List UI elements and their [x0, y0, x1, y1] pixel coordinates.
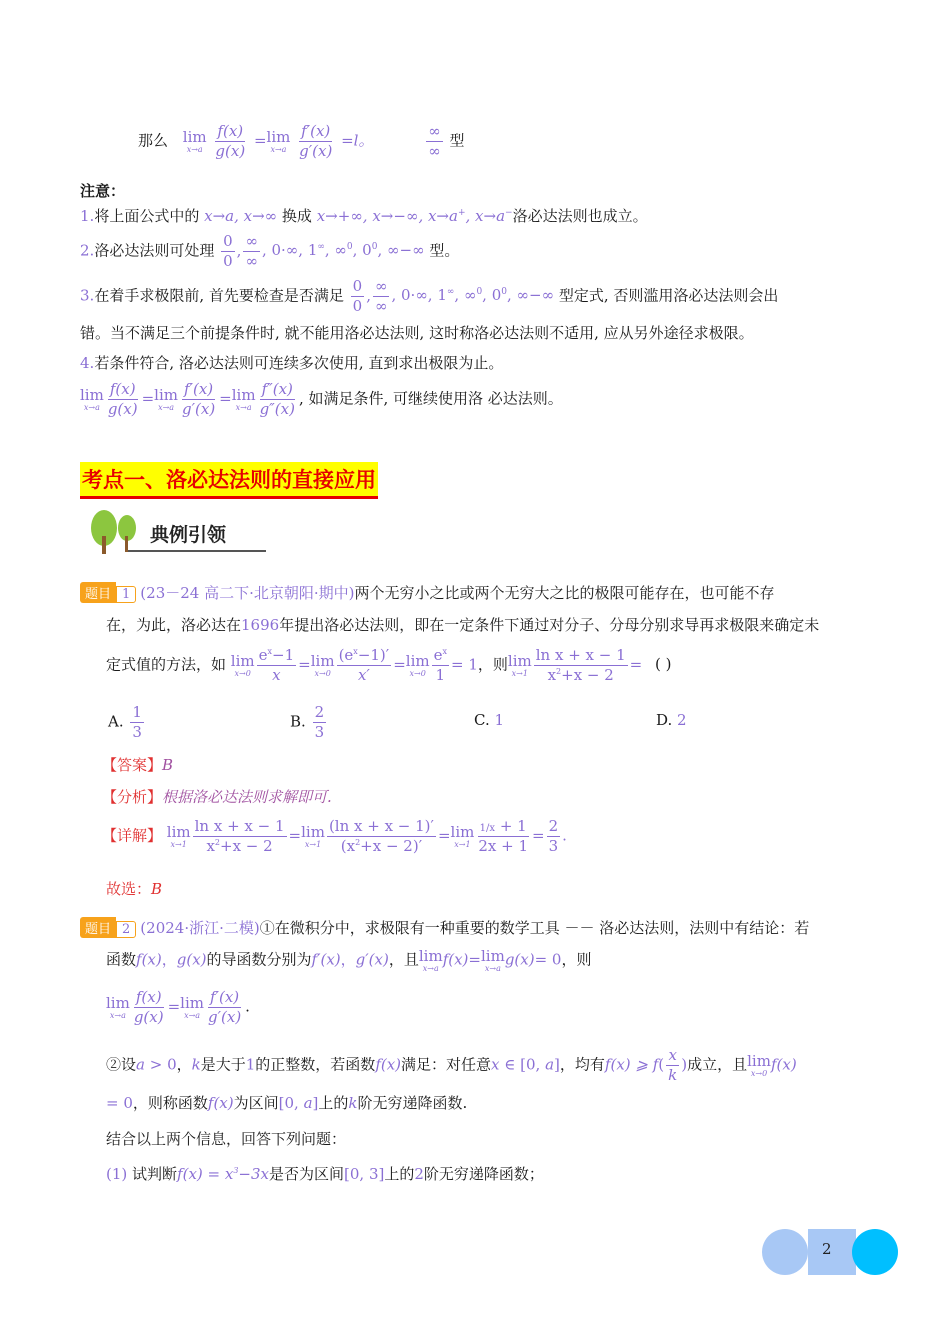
page-badge-right — [852, 1229, 898, 1275]
note-4: 4.若条件符合, 洛必达法则可连续多次使用, 直到求出极限为止。 — [80, 354, 504, 372]
q2-source: (2024·浙江·二模) — [140, 919, 260, 937]
option-a[interactable]: A. $\frac{1}{3}$ — [108, 703, 142, 741]
note-4-formula: lim x→a $\frac{f(x)}{g(x)}$ = lim x→a $\frac{f'(x)}{g'(x)}$ = lim x→a $\frac{f''(x)}{g''(x)}$ , 如满足条件, 可继续使用洛 必达法则。 — [80, 380, 563, 418]
note-2: 2.洛必达法则可处理 $\frac{0}{0}$ , $\frac{\infty}{\infty}$ , 0·∞, 1∞, ∞$^0$, $0^0$, ∞−∞ 型。 — [80, 232, 460, 270]
question-tag: 题目 — [80, 917, 116, 938]
q1-answer: 【答案】B — [102, 756, 174, 774]
then-text: 那么 — [138, 131, 169, 150]
q1-line1: 题目 1 (23－24 高二下·北京朝阳·期中)两个无穷小之比或两个无穷大之比的极限可能存在，也可能不存 — [80, 582, 775, 603]
question-number: 2 — [116, 921, 136, 938]
question-number: 1 — [116, 586, 136, 603]
note-3-cont: 错。当不满足三个前提条件时, 就不能用洛必达法则, 这时称洛必达法则不适用, 应从另外途径求极限。 — [80, 324, 754, 342]
q2-formula: lim x→a $\frac{f(x)}{g(x)}$ = lim x→a $\frac{f'(x)}{g'(x)}$ . — [106, 988, 250, 1026]
type-label: 型 — [449, 131, 465, 150]
q2-combine: 结合以上两个信息，回答下列问题： — [106, 1130, 347, 1148]
limit-symbol: lim x→a — [266, 128, 291, 154]
infinity-fraction: $\frac{\infty}{\infty}$ — [428, 122, 441, 160]
note-3: 3.在着手求极限前, 首先要检查是否满足 $\frac{0}{0}$ , $\frac{\infty}{\infty}$ , 0·∞, 1∞, ∞$^0$, $0^0$, ∞−∞ 型定式, 否则滥用洛必达法则会出 — [80, 277, 779, 315]
page-number: 2 — [822, 1240, 832, 1258]
limit-result: =l。 — [341, 131, 374, 150]
question-tag: 题目 — [80, 582, 116, 603]
q1-detail: 【详解】 lim x→1 $\frac{\text{ln x + x − 1}}{x^2+x - 2}$ = lim x→1 $\frac{\text{(ln x + x − 1)′}}{(x^2+x - 2)'}$ = lim x→1 $\frac{1/x + 1}{2x + 1}$ = $\frac{2}{3}$ . — [102, 817, 567, 855]
option-d[interactable]: D. 2 — [656, 711, 687, 729]
tree-icon — [88, 508, 144, 554]
page-badge-middle — [808, 1229, 856, 1275]
option-c[interactable]: C. 1 — [474, 711, 505, 729]
q2-part2-line2: = 0，则称函数f(x)为区间[0, a]上的k阶无穷递降函数. — [106, 1094, 468, 1112]
q1-line3: 定式值的方法，如 lim x→0 $\frac{e^x-1}{x}$ = lim x→0 $\frac{(e^x-1)'}{x'}$ = lim x→0 $\frac{e^x}{1}$ = 1，则 lim x→1 $\frac{\text{ln x + x − 1}}{x^2+x - 2}$ = ( ) — [106, 646, 672, 684]
q2-line2: 函数f(x)，g(x)的导函数分别为f′(x)，g′(x)，且 lim x→a f(x)= lim x→a g(x)= 0，则 — [106, 947, 592, 973]
q2-sub1: (1) 试判断$f(x) = x^3-3x$是否为区间[0, 3]上的2阶无穷递降函数； — [106, 1165, 544, 1183]
q2-line1: 题目 2 (2024·浙江·二模)①在微积分中，求极限有一种重要的数学工具 －－ 洛必达法则，法则中有结论：若 — [80, 917, 809, 938]
q2-part2-line1: ②设a > 0，k是大于1的正整数，若函数f(x)满足：对任意x ∈ [0, a]，均有f(x) ⩾ f( $\frac{x}{k}$ )成立，且 lim x→0 f(x) — [106, 1046, 797, 1084]
notes-heading: 注意： — [80, 182, 126, 200]
q1-line2: 在，为此，洛必达在1696年提出洛必达法则，即在一定条件下通过对分子、分母分别求导再求极限来确定未 — [106, 616, 820, 634]
formula-line-top: 那么 lim x→a $\frac{f(x)}{g(x)}$ = lim x→a $\frac{f'(x)}{g'(x)}$ =l。 $\frac{\infty}{\infty}$ 型 — [138, 122, 465, 160]
note-1: 1.将上面公式中的 x→a, x→∞ 换成 x→+∞, x→−∞, x→a+, x→a−洛必达法则也成立。 — [80, 207, 648, 225]
limit-symbol: lim x→a — [182, 128, 207, 154]
fraction-fprime-over-gprime: $\frac{f'(x)}{g'(x)}$ — [299, 122, 333, 160]
subtitle-banner — [88, 508, 268, 556]
subtitle-underline — [128, 550, 266, 552]
subtitle-text: 典例引领 — [150, 524, 227, 546]
fraction-f-over-g: $\frac{f(x)}{g(x)}$ — [215, 122, 246, 160]
section-title: 考点一、洛必达法则的直接应用 — [80, 462, 378, 499]
option-b[interactable]: B. $\frac{2}{3}$ — [290, 703, 325, 741]
page-badge-left — [762, 1229, 808, 1275]
q1-source: (23－24 高二下·北京朝阳·期中) — [140, 584, 355, 602]
q1-analysis: 【分析】根据洛必达法则求解即可. — [102, 788, 332, 806]
q1-conclusion: 故选：B — [106, 880, 163, 898]
